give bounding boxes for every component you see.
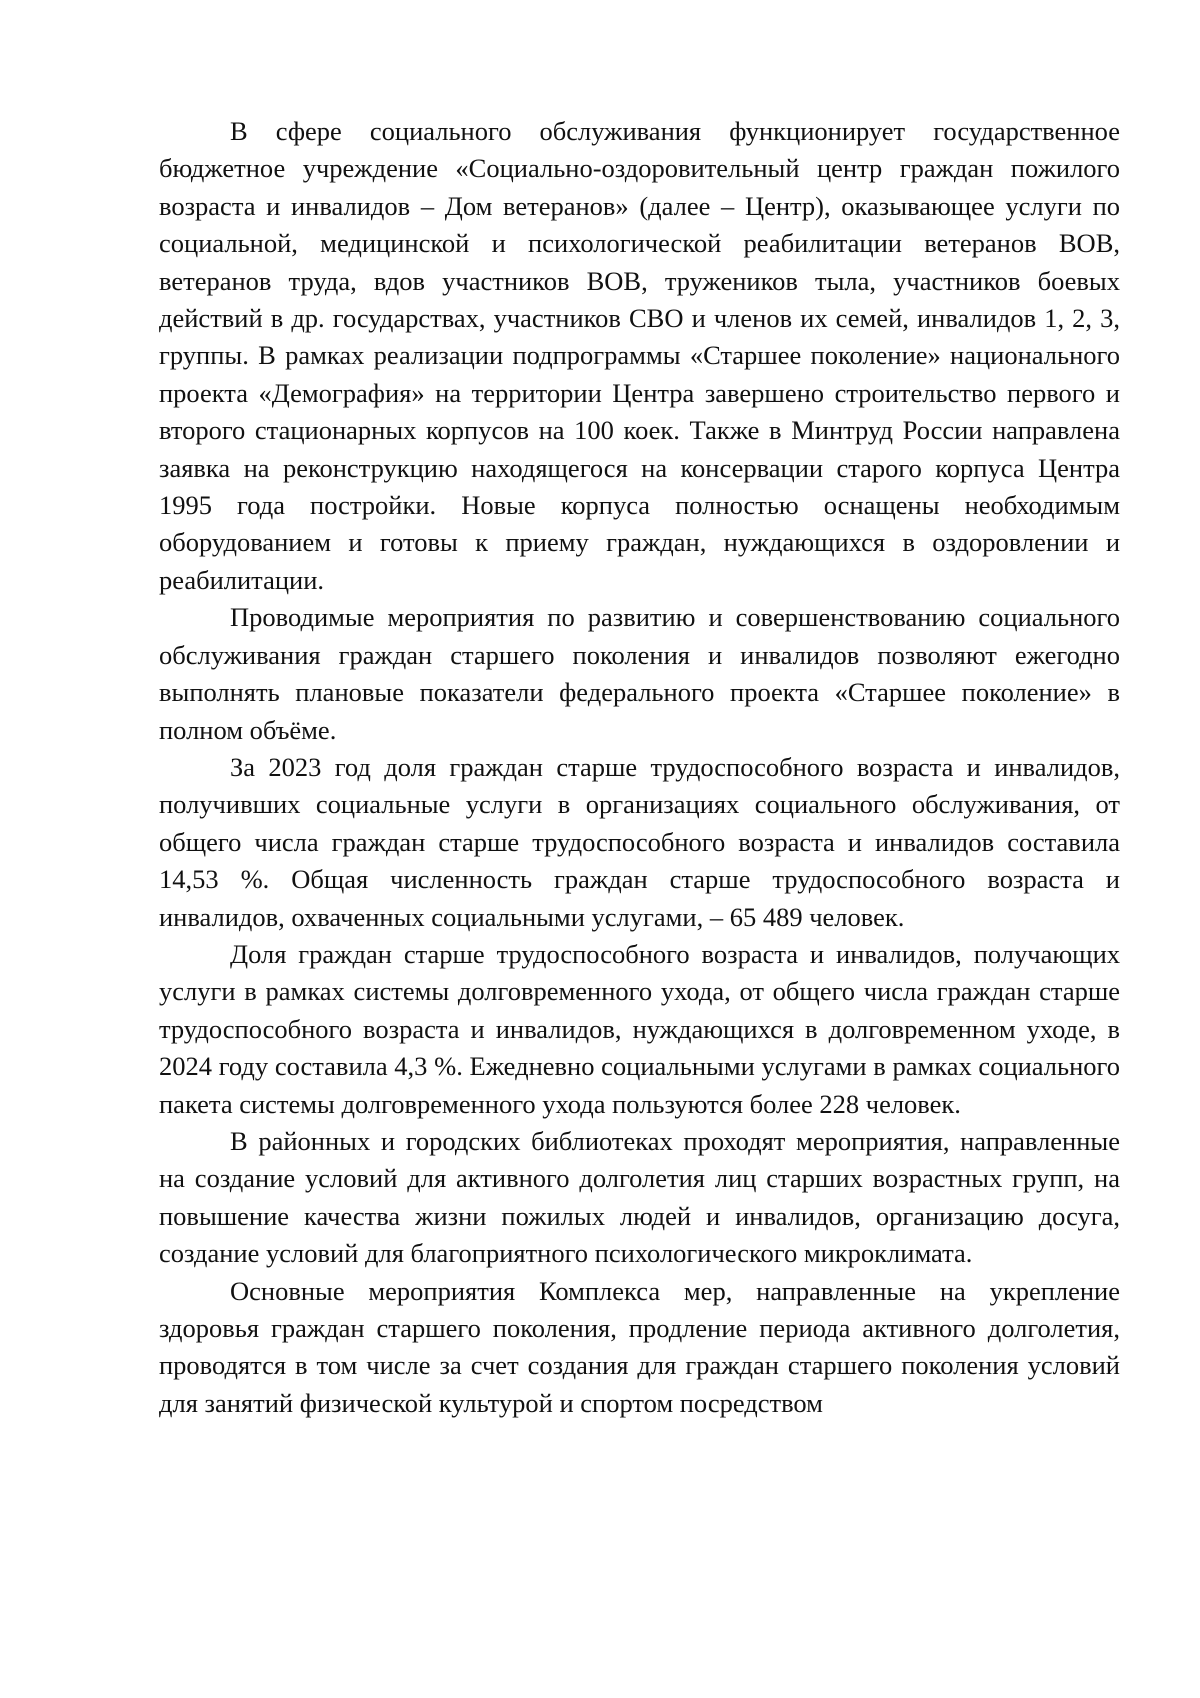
paragraph-health-measures: Основные мероприятия Комплекса мер, направленные на укрепление здоровья граждан старшего поколения, продление периода активного долголетия, проводятся в том числе за счет создания для граждан старшего поколения условий для занятий физической культурой и спортом посредством <box>159 1275 1120 1418</box>
document-body <box>159 113 1120 1422</box>
paragraph-social-center: В сфере социального обслуживания функционирует государственное бюджетное учреждение «Социально-оздоровительный центр граждан пожилого возраста и инвалидов – Дом ветеранов» (далее – Центр), оказывающее услуги по социальной, медицинской и психологической реабилитации ветеранов ВОВ, ветеранов труда, вдов участников ВОВ, тружеников тыла, участников боевых действий в др. государствах, участников СВО и членов их семей, инвалидов 1, 2, 3, группы. В рамках реализации подпрограммы «Старшее поколение» национального проекта «Демография» на территории Центра завершено строительство первого и второго стационарных корпусов на 100 коек. Также в Минтруд России направлена заявка на реконструкцию находящегося на консервации старого корпуса Центра 1995 года постройки. Новые корпуса полностью оснащены необходимым оборудованием и готовы к приему граждан, нуждающихся в оздоровлении и реабилитации. <box>159 116 1120 595</box>
paragraph-long-term-care: Доля граждан старше трудоспособного возраста и инвалидов, получающих услуги в рамках системы долговременного ухода, от общего числа граждан старше трудоспособного возраста и инвалидов, нуждающихся в долговременном уходе, в 2024 году составила 4,3 %. Ежедневно социальными услугами в рамках социального пакета системы долговременного ухода пользуются более 228 человек. <box>159 938 1120 1119</box>
paragraph-libraries: В районных и городских библиотеках проходят мероприятия, направленные на создание условий для активного долголетия лиц старших возрастных групп, на повышение качества жизни пожилых людей и инвалидов, организацию досуга, создание условий для благоприятного психологического микроклимата. <box>159 1125 1120 1269</box>
paragraph-federal-project: Проводимые мероприятия по развитию и совершенствованию социального обслуживания граждан старшего поколения и инвалидов позволяют ежегодно выполнять плановые показатели федерального проекта «Старшее поколение» в полном объёме. <box>159 602 1120 745</box>
paragraph-2023-share: За 2023 год доля граждан старше трудоспособного возраста и инвалидов, получивших социальные услуги в организациях социального обслуживания, от общего числа граждан старше трудоспособного возраста и инвалидов составила 14,53 %. Общая численность граждан старше трудоспособного возраста и инвалидов, охваченных социальными услугами, – 65 489 человек. <box>159 751 1120 932</box>
